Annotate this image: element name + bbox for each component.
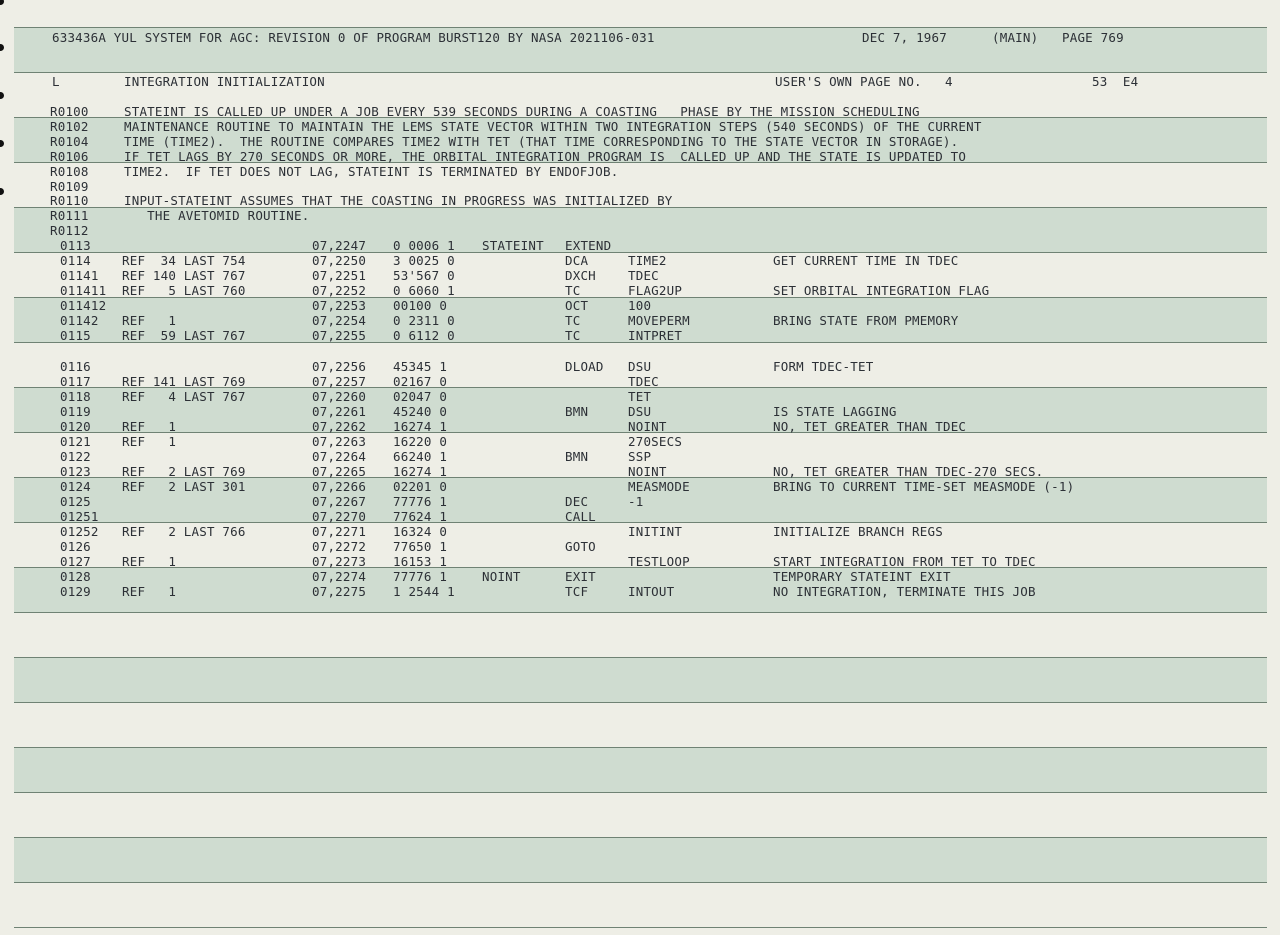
reference: REF 4 LAST 767 <box>122 389 246 404</box>
line-number: 011411 <box>60 283 107 298</box>
octal-word: 3 0025 0 <box>393 253 455 268</box>
code-comment: NO INTEGRATION, TERMINATE THIS JOB <box>773 584 1036 599</box>
line-number: 01142 <box>60 313 99 328</box>
code-comment: FORM TDEC-TET <box>773 359 874 374</box>
operand: TDEC <box>628 374 659 389</box>
green-bar <box>14 747 1267 792</box>
feed-hole <box>0 140 4 147</box>
operand: TIME2 <box>628 253 667 268</box>
address: 07,2274 <box>312 569 367 584</box>
line-number: 0118 <box>60 389 91 404</box>
address: 07,2247 <box>312 238 367 253</box>
remark-number: R0106 <box>50 149 89 164</box>
operand: NOINT <box>628 464 667 479</box>
address: 07,2266 <box>312 479 367 494</box>
octal-word: 16274 1 <box>393 419 448 434</box>
address: 07,2257 <box>312 374 367 389</box>
operand: DSU <box>628 404 652 419</box>
code-comment: INITIALIZE BRANCH REGS <box>773 524 943 539</box>
reference: REF 1 <box>122 434 177 449</box>
line-number: 0124 <box>60 479 91 494</box>
operand: TDEC <box>628 268 659 283</box>
octal-word: 77650 1 <box>393 539 448 554</box>
listing-page-number: PAGE 769 <box>1062 30 1124 45</box>
green-bar <box>14 657 1267 702</box>
rule-line <box>14 747 1267 748</box>
octal-word: 45345 1 <box>393 359 448 374</box>
code-comment: GET CURRENT TIME IN TDEC <box>773 253 959 268</box>
opcode: DCA <box>565 253 589 268</box>
opcode: TC <box>565 313 581 328</box>
line-number: 01141 <box>60 268 99 283</box>
line-number: 0117 <box>60 374 91 389</box>
line-number: 0116 <box>60 359 91 374</box>
operand: MOVEPERM <box>628 313 690 328</box>
address: 07,2275 <box>312 584 367 599</box>
remark-text: TIME2. IF TET DOES NOT LAG, STATEINT IS TERMINATED BY ENDOFJOB. <box>124 164 619 179</box>
address: 07,2251 <box>312 268 367 283</box>
reference: REF 1 <box>122 584 177 599</box>
line-number: 0115 <box>60 328 91 343</box>
address: 07,2263 <box>312 434 367 449</box>
operand: 270SECS <box>628 434 683 449</box>
operand: INTOUT <box>628 584 675 599</box>
opcode: TC <box>565 283 581 298</box>
code-comment: BRING STATE FROM PMEMORY <box>773 313 959 328</box>
code-comment: TEMPORARY STATEINT EXIT <box>773 569 951 584</box>
address: 07,2264 <box>312 449 367 464</box>
code-comment: NO, TET GREATER THAN TDEC <box>773 419 967 434</box>
symbol-label: NOINT <box>482 569 521 584</box>
feed-hole <box>0 0 4 5</box>
operand: TESTLOOP <box>628 554 690 569</box>
remark-text: STATEINT IS CALLED UP UNDER A JOB EVERY 539 SECONDS DURING A COASTING PHASE BY THE MISSION SCHEDULING <box>124 104 920 119</box>
line-number: 0127 <box>60 554 91 569</box>
octal-word: 45240 0 <box>393 404 448 419</box>
remark-text: MAINTENANCE ROUTINE TO MAINTAIN THE LEMS STATE VECTOR WITHIN TWO INTEGRATION STEPS (540 SECONDS) OF THE CURRENT <box>124 119 982 134</box>
line-number: 0122 <box>60 449 91 464</box>
users-own-page: USER'S OWN PAGE NO. 4 <box>775 74 953 89</box>
green-bar <box>14 837 1267 882</box>
rule-line <box>14 657 1267 658</box>
rule-line <box>14 72 1267 73</box>
listing-title: 633436A YUL SYSTEM FOR AGC: REVISION 0 OF PROGRAM BURST120 BY NASA 2021106-031 <box>52 30 655 45</box>
address: 07,2271 <box>312 524 367 539</box>
octal-word: 77624 1 <box>393 509 448 524</box>
address: 07,2272 <box>312 539 367 554</box>
reference: REF 2 LAST 766 <box>122 524 246 539</box>
address: 07,2252 <box>312 283 367 298</box>
octal-word: 02047 0 <box>393 389 448 404</box>
address: 07,2253 <box>312 298 367 313</box>
opcode: EXTEND <box>565 238 612 253</box>
address: 07,2270 <box>312 509 367 524</box>
remark-text: THE AVETOMID ROUTINE. <box>124 208 310 223</box>
octal-word: 16324 0 <box>393 524 448 539</box>
octal-word: 1 2544 1 <box>393 584 455 599</box>
remark-number: R0104 <box>50 134 89 149</box>
operand: -1 <box>628 494 644 509</box>
reference: REF 1 <box>122 313 177 328</box>
reference: REF 1 <box>122 554 177 569</box>
code-comment: BRING TO CURRENT TIME-SET MEASMODE (-1) <box>773 479 1075 494</box>
rule-line <box>14 837 1267 838</box>
octal-word: 02201 0 <box>393 479 448 494</box>
operand: 100 <box>628 298 652 313</box>
listing-date: DEC 7, 1967 <box>862 30 947 45</box>
address: 07,2262 <box>312 419 367 434</box>
opcode: GOTO <box>565 539 596 554</box>
line-number: 0126 <box>60 539 91 554</box>
opcode: TC <box>565 328 581 343</box>
code-comment: IS STATE LAGGING <box>773 404 897 419</box>
reference: REF 59 LAST 767 <box>122 328 246 343</box>
remark-number: R0112 <box>50 223 89 238</box>
operand: MEASMODE <box>628 479 690 494</box>
code-comment: SET ORBITAL INTEGRATION FLAG <box>773 283 990 298</box>
operand: NOINT <box>628 419 667 434</box>
reference: REF 2 LAST 769 <box>122 464 246 479</box>
line-number: 0123 <box>60 464 91 479</box>
address: 07,2255 <box>312 328 367 343</box>
octal-word: 0 0006 1 <box>393 238 455 253</box>
code-comment: NO, TET GREATER THAN TDEC-270 SECS. <box>773 464 1044 479</box>
reference: REF 34 LAST 754 <box>122 253 246 268</box>
address: 07,2260 <box>312 389 367 404</box>
remark-text: IF TET LAGS BY 270 SECONDS OR MORE, THE ORBITAL INTEGRATION PROGRAM IS CALLED UP AND THE STATE IS UPDATED TO <box>124 149 967 164</box>
octal-word: 16220 0 <box>393 434 448 449</box>
rule-line <box>14 927 1267 928</box>
octal-word: 53'567 0 <box>393 268 455 283</box>
rule-line <box>14 792 1267 793</box>
reference: REF 141 LAST 769 <box>122 374 246 389</box>
rule-line <box>14 27 1267 28</box>
opcode: BMN <box>565 449 589 464</box>
line-number: 0129 <box>60 584 91 599</box>
remark-number: R0110 <box>50 193 89 208</box>
octal-word: 00100 0 <box>393 298 448 313</box>
address: 07,2261 <box>312 404 367 419</box>
remark-number: R0100 <box>50 104 89 119</box>
octal-word: 0 6112 0 <box>393 328 455 343</box>
opcode: DXCH <box>565 268 596 283</box>
log-section-title: INTEGRATION INITIALIZATION <box>124 74 325 89</box>
line-number: 01251 <box>60 509 99 524</box>
reference: REF 1 <box>122 419 177 434</box>
rule-line <box>14 702 1267 703</box>
line-number: 0125 <box>60 494 91 509</box>
reference: REF 5 LAST 760 <box>122 283 246 298</box>
tractor-feed-holes <box>0 0 10 935</box>
listing-section: (MAIN) <box>992 30 1039 45</box>
remark-number: R0109 <box>50 179 89 194</box>
opcode: CALL <box>565 509 596 524</box>
remark-text: TIME (TIME2). THE ROUTINE COMPARES TIME2 WITH TET (THAT TIME CORRESPONDING TO THE STATE VECTOR IN STORAGE). <box>124 134 959 149</box>
remark-text: INPUT-STATEINT ASSUMES THAT THE COASTING IN PROGRESS WAS INITIALIZED BY <box>124 193 673 208</box>
octal-word: 16153 1 <box>393 554 448 569</box>
rule-line <box>14 522 1267 523</box>
feed-hole <box>0 188 4 195</box>
feed-hole <box>0 44 4 51</box>
line-number: 01252 <box>60 524 99 539</box>
operand: INITINT <box>628 524 683 539</box>
operand: SSP <box>628 449 652 464</box>
code-comment: START INTEGRATION FROM TET TO TDEC <box>773 554 1036 569</box>
address: 07,2267 <box>312 494 367 509</box>
opcode: BMN <box>565 404 589 419</box>
address: 07,2265 <box>312 464 367 479</box>
octal-word: 02167 0 <box>393 374 448 389</box>
rule-line <box>14 612 1267 613</box>
feed-hole <box>0 92 4 99</box>
remark-number: R0111 <box>50 208 89 223</box>
line-number: 0113 <box>60 238 91 253</box>
opcode: EXIT <box>565 569 596 584</box>
octal-word: 77776 1 <box>393 569 448 584</box>
revision-codes: 53 E4 <box>1092 74 1139 89</box>
line-number: 0128 <box>60 569 91 584</box>
octal-word: 0 6060 1 <box>393 283 455 298</box>
octal-word: 0 2311 0 <box>393 313 455 328</box>
line-number: 0121 <box>60 434 91 449</box>
octal-word: 77776 1 <box>393 494 448 509</box>
address: 07,2256 <box>312 359 367 374</box>
operand: INTPRET <box>628 328 683 343</box>
operand: DSU <box>628 359 652 374</box>
remark-number: R0102 <box>50 119 89 134</box>
line-number: 0114 <box>60 253 91 268</box>
remark-number: R0108 <box>50 164 89 179</box>
opcode: OCT <box>565 298 589 313</box>
reference: REF 2 LAST 301 <box>122 479 246 494</box>
operand: TET <box>628 389 652 404</box>
octal-word: 66240 1 <box>393 449 448 464</box>
opcode: DEC <box>565 494 589 509</box>
opcode: DLOAD <box>565 359 604 374</box>
opcode: TCF <box>565 584 589 599</box>
address: 07,2273 <box>312 554 367 569</box>
line-number: 0119 <box>60 404 91 419</box>
symbol-label: STATEINT <box>482 238 544 253</box>
line-number: 011412 <box>60 298 107 313</box>
address: 07,2254 <box>312 313 367 328</box>
octal-word: 16274 1 <box>393 464 448 479</box>
operand: FLAG2UP <box>628 283 683 298</box>
line-number: 0120 <box>60 419 91 434</box>
reference: REF 140 LAST 767 <box>122 268 246 283</box>
log-section-letter: L <box>52 74 60 89</box>
address: 07,2250 <box>312 253 367 268</box>
rule-line <box>14 882 1267 883</box>
